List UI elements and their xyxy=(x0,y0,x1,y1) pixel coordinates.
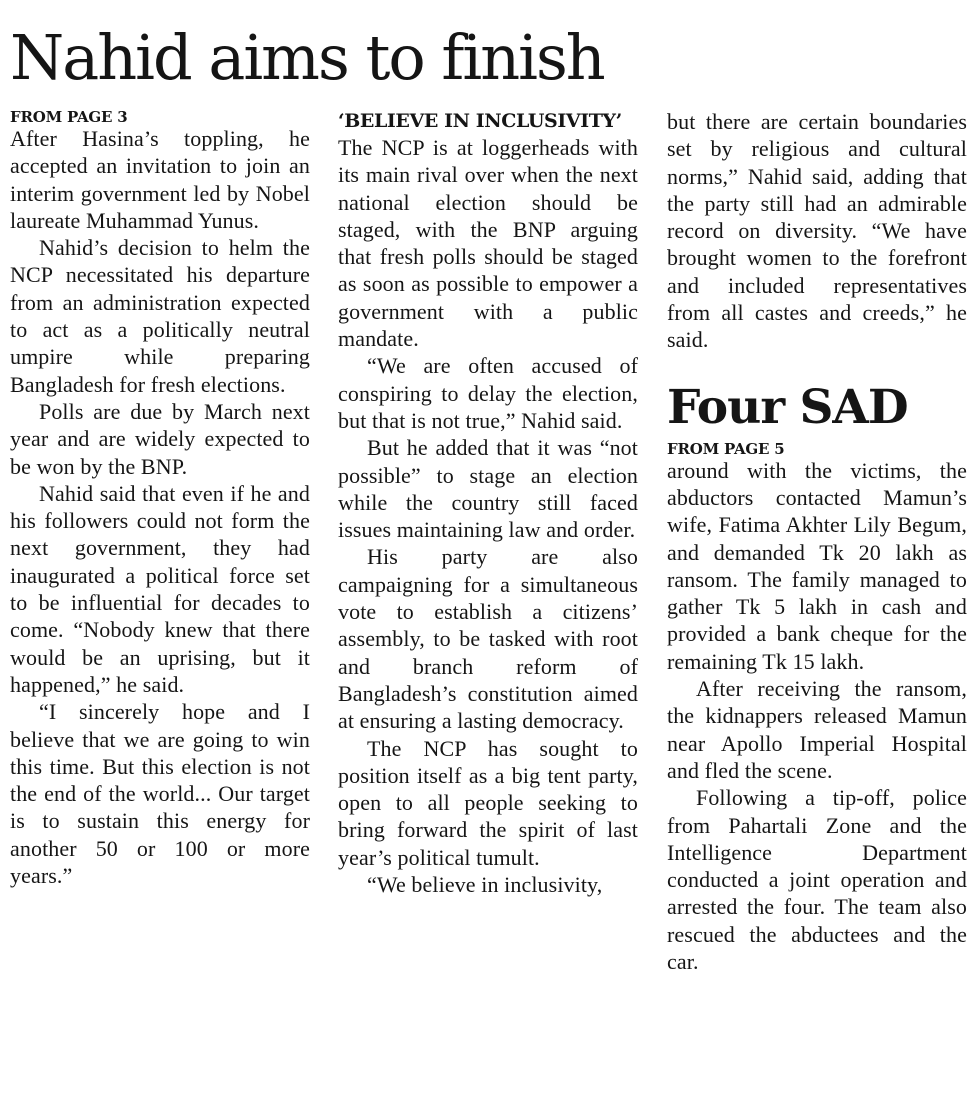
article-column-1 xyxy=(10,108,310,889)
article-paragraph: Following a tip-off, police from Pahartali Zone and the Intelligence Department conducted a joint operation and arrested the four. The team also rescued the abductees and the car. xyxy=(667,785,967,975)
story-headline: Nahid aims to finish xyxy=(10,21,604,94)
article-column-2 xyxy=(338,108,638,898)
article-paragraph: but there are certain boundaries set by religious and cultural norms,” Nahid said, adding that the party still had an admirable record on diversity. “We have brought women to the forefront and included representatives from all castes and creeds,” he said. xyxy=(667,109,967,353)
article-paragraph: Nahid’s decision to helm the NCP necessitated his departure from an administration expected to act as a politically neutral umpire while preparing Bangladesh for fresh elections. xyxy=(10,235,310,397)
article-paragraph: But he added that it was “not possible” to stage an election while the country still faced issues maintaining law and order. xyxy=(338,435,638,543)
article-column-3 xyxy=(667,108,967,975)
section-subhead: ‘BELIEVE IN INCLUSIVITY’ xyxy=(338,110,622,132)
article-paragraph: “We are often accused of conspiring to delay the election, but that is not true,” Nahid said. xyxy=(338,353,638,433)
article-paragraph: around with the victims, the abductors contacted Mamun’s wife, Fatima Akhter Lily Begum, and demanded Tk 20 lakh as ransom. The family managed to gather Tk 5 lakh in cash and provided a bank cheque for the remaining Tk 15 lakh. xyxy=(667,457,967,674)
article-paragraph: After Hasina’s toppling, he accepted an invitation to join an interim government led by Nobel laureate Muhammad Yunus. xyxy=(10,126,310,233)
article-paragraph: After receiving the ransom, the kidnappers released Mamun near Apollo Imperial Hospital and fled the scene. xyxy=(667,676,967,783)
article-paragraph: The NCP is at loggerheads with its main rival over when the next national election should be staged, with the BNP arguing that fresh polls should be staged as soon as possible to empower a government with a public mandate. xyxy=(338,135,638,352)
article-paragraph: Polls are due by March next year and are widely expected to be won by the BNP. xyxy=(10,398,310,479)
continuation-kicker: FROM PAGE 3 xyxy=(10,108,128,126)
article-paragraph: “We believe in inclusivity, xyxy=(367,872,603,898)
article-paragraph: Nahid said that even if he and his followers could not form the next government, they had inaugurated a political force set to be influential for decades to come. “Nobody knew that there would be an uprising, but it happened,” he said. xyxy=(10,480,310,697)
second-story-kicker: FROM PAGE 5 xyxy=(667,439,785,458)
second-story-headline: Four SAD xyxy=(667,379,908,435)
article-paragraph: The NCP has sought to position itself as a big tent party, open to all people seeking to bring forward the spirit of last year’s political tumult. xyxy=(338,735,638,870)
article-paragraph: His party are also campaigning for a simultaneous vote to establish a citizens’ assembly, to be tasked with root and branch reform of Bangladesh’s constitution aimed at ensuring a lasting democracy. xyxy=(338,544,638,734)
article-paragraph: “I sincerely hope and I believe that we are going to win this time. But this election is not the end of the world... Our target is to sustain this energy for another 50 or 100 or more years.” xyxy=(10,699,310,889)
